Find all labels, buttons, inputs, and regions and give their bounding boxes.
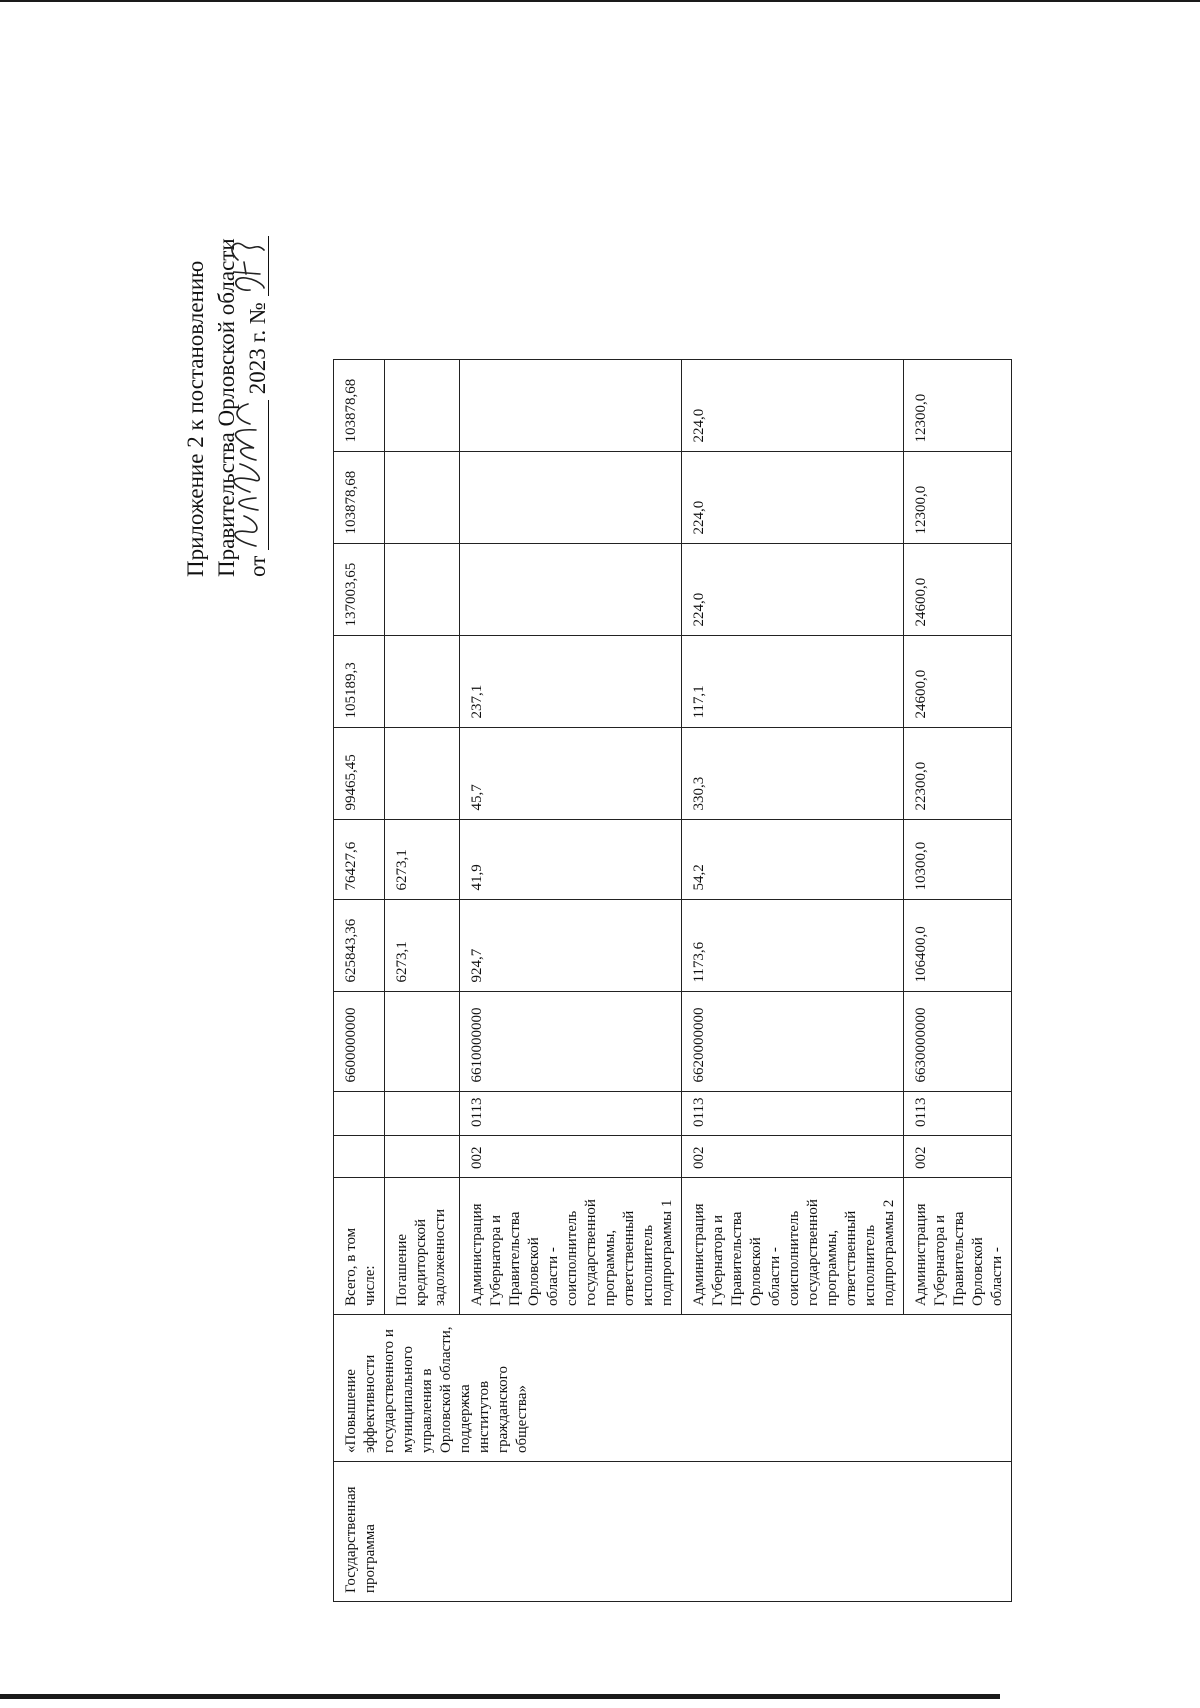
rz-cell: 0113 bbox=[904, 1091, 1012, 1135]
value-cell bbox=[460, 543, 682, 635]
appendix-header bbox=[180, 157, 273, 577]
value-cell: 54,2 bbox=[682, 819, 904, 899]
table-row bbox=[334, 359, 385, 1601]
value-cell: 330,3 bbox=[682, 727, 904, 819]
program-type-cell: Государственная программа bbox=[334, 1462, 1012, 1602]
cs-cell: 6630000000 bbox=[904, 991, 1012, 1091]
date-prefix: от bbox=[245, 555, 270, 577]
handwritten-number-signature bbox=[220, 236, 268, 296]
value-cell bbox=[460, 451, 682, 543]
value-cell: 12300,0 bbox=[904, 359, 1012, 451]
value-cell: 99465,45 bbox=[334, 727, 385, 819]
appendix-title: Приложение 2 к постановлению bbox=[183, 260, 208, 577]
grbs-cell bbox=[385, 1136, 460, 1178]
rz-cell: 0113 bbox=[682, 1091, 904, 1135]
rz-cell: 0113 bbox=[460, 1091, 682, 1135]
value-cell: 41,9 bbox=[460, 819, 682, 899]
appendix-authority: Правительства Орловской области bbox=[214, 238, 239, 577]
appendix-date-line bbox=[242, 157, 273, 577]
value-cell: 22300,0 bbox=[904, 727, 1012, 819]
value-cell: 106400,0 bbox=[904, 899, 1012, 991]
handwritten-date bbox=[242, 400, 269, 550]
value-cell: 625843,36 bbox=[334, 899, 385, 991]
value-cell: 12300,0 bbox=[904, 451, 1012, 543]
value-cell bbox=[460, 359, 682, 451]
grbs-cell: 002 bbox=[904, 1136, 1012, 1178]
value-cell: 10300,0 bbox=[904, 819, 1012, 899]
program-name-cell: «Повышение эффективности государственного и муниципального управления в Орловской области, поддержка институтов гражданского общества» bbox=[334, 1315, 1012, 1462]
cs-cell: 6610000000 bbox=[460, 991, 682, 1091]
value-cell: 224,0 bbox=[682, 451, 904, 543]
value-cell: 76427,6 bbox=[334, 819, 385, 899]
value-cell: 224,0 bbox=[682, 543, 904, 635]
value-cell: 137003,65 bbox=[334, 543, 385, 635]
row-label: Администрация Губернатора и Правительства Орловской области - соисполнитель государственной программы, ответственный исполнитель подпрограммы 1 bbox=[460, 1178, 682, 1315]
budget-table bbox=[333, 359, 1012, 1602]
value-cell: 24600,0 bbox=[904, 543, 1012, 635]
value-cell: 103878,68 bbox=[334, 451, 385, 543]
grbs-cell bbox=[334, 1136, 385, 1178]
value-cell: 224,0 bbox=[682, 359, 904, 451]
value-cell: 6273,1 bbox=[385, 899, 460, 991]
value-cell: 105189,3 bbox=[334, 635, 385, 727]
cs-cell bbox=[385, 991, 460, 1091]
rz-cell bbox=[385, 1091, 460, 1135]
row-label: Всего, в том числе: bbox=[334, 1178, 385, 1315]
rz-cell bbox=[334, 1091, 385, 1135]
value-cell bbox=[385, 635, 460, 727]
value-cell: 6273,1 bbox=[385, 819, 460, 899]
value-cell: 24600,0 bbox=[904, 635, 1012, 727]
budget-table-body bbox=[334, 359, 1012, 1601]
grbs-cell: 002 bbox=[682, 1136, 904, 1178]
row-label: Погашение кредиторской задолженности bbox=[385, 1178, 460, 1315]
date-year: 2023 г. № bbox=[245, 302, 270, 395]
handwritten-number bbox=[242, 236, 269, 296]
value-cell: 103878,68 bbox=[334, 359, 385, 451]
value-cell bbox=[385, 359, 460, 451]
value-cell: 117,1 bbox=[682, 635, 904, 727]
row-label: Администрация Губернатора и Правительства Орловской области - соисполнитель государственной программы, ответственный исполнитель подпрограммы 2 bbox=[682, 1178, 904, 1315]
grbs-cell: 002 bbox=[460, 1136, 682, 1178]
value-cell bbox=[385, 451, 460, 543]
value-cell bbox=[385, 543, 460, 635]
cs-cell: 6600000000 bbox=[334, 991, 385, 1091]
cs-cell: 6620000000 bbox=[682, 991, 904, 1091]
handwritten-date-signature bbox=[220, 400, 268, 550]
value-cell: 45,7 bbox=[460, 727, 682, 819]
row-label: Администрация Губернатора и Правительства Орловской области - bbox=[904, 1178, 1012, 1315]
value-cell: 237,1 bbox=[460, 635, 682, 727]
value-cell bbox=[385, 727, 460, 819]
value-cell: 924,7 bbox=[460, 899, 682, 991]
value-cell: 1173,6 bbox=[682, 899, 904, 991]
